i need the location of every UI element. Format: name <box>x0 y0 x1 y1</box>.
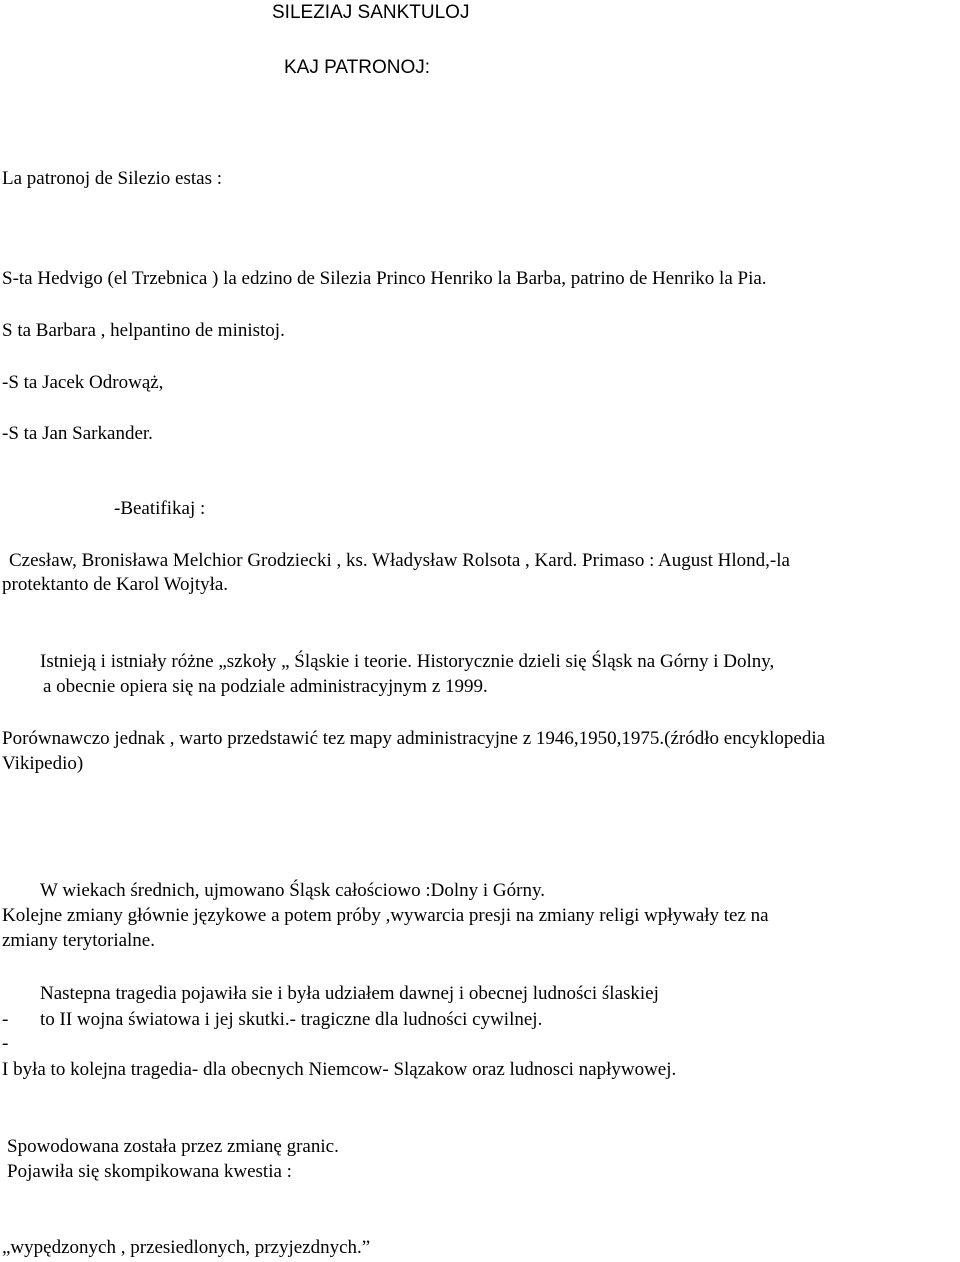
intro-text: La patronoj de Silezio estas : <box>2 168 223 189</box>
saint-jacek: -S ta Jacek Odrowąż, <box>2 372 164 393</box>
page-subtitle: KAJ PATRONOJ: <box>284 57 431 78</box>
displaced-list: „wypędzonych , przesiedlonych, przyjezdnych.” <box>2 1237 371 1258</box>
history-line-1: W wiekach średnich, ujmowano Śląsk całościowo :Dolny i Górny. <box>40 880 545 901</box>
saint-jan: -S ta Jan Sarkander. <box>2 423 153 444</box>
saint-hedvigo: S-ta Hedvigo (el Trzebnica ) la edzino de Silezia Princo Henriko la Barba, patrino de Henriko la Pia. <box>2 268 767 289</box>
tragedy-line-2: to II wojna światowa i jej skutki.- tragiczne dla ludności cywilnej. <box>40 1009 543 1030</box>
beatified-line-2: protektanto de Karol Wojtyła. <box>2 574 229 595</box>
tragedy-line-1: Nastepna tragedia pojawiła sie i była udziałem dawnej i obecnej ludności ślaskiej <box>40 983 659 1004</box>
tragedy-line-3: I była to kolejna tragedia- dla obecnych Niemcow- Slązakow oraz ludnosci napływowej. <box>2 1059 677 1080</box>
tragedy-dash-1: - <box>2 1009 9 1030</box>
history-line-2: Kolejne zmiany głównie językowe a potem próby ,wywarcia presji na zmiany religi wpływały tez na <box>2 905 769 926</box>
schools-line-1: Istnieją i istniały różne „szkoły „ Śląskie i teorie. Historycznie dzieli się Śląsk na Górny i Dolny, <box>40 651 775 672</box>
compare-line-2: Vikipedio) <box>2 753 84 774</box>
schools-line-2: a obecnie opiera się na podziale administracyjnym z 1999. <box>43 676 488 697</box>
tragedy-dash-2: - <box>2 1033 9 1054</box>
history-line-3: zmiany terytorialne. <box>2 930 155 951</box>
page-title: SILEZIAJ SANKTULOJ <box>272 2 470 23</box>
compare-line-1: Porównawczo jednak , warto przedstawić tez mapy administracyjne z 1946,1950,1975.(źródło encyklopedia <box>2 728 826 749</box>
beatified-label: -Beatifikaj : <box>114 498 206 519</box>
borders-line-1: Spowodowana została przez zmianę granic. <box>7 1136 339 1157</box>
beatified-line-1: Czesław, Bronisława Melchior Grodziecki , ks. Władysław Rolsota , Kard. Primaso : August Hlond,-la <box>9 550 790 571</box>
borders-line-2: Pojawiła się skompikowana kwestia : <box>7 1161 292 1182</box>
saint-barbara: S ta Barbara , helpantino de ministoj. <box>2 320 285 341</box>
